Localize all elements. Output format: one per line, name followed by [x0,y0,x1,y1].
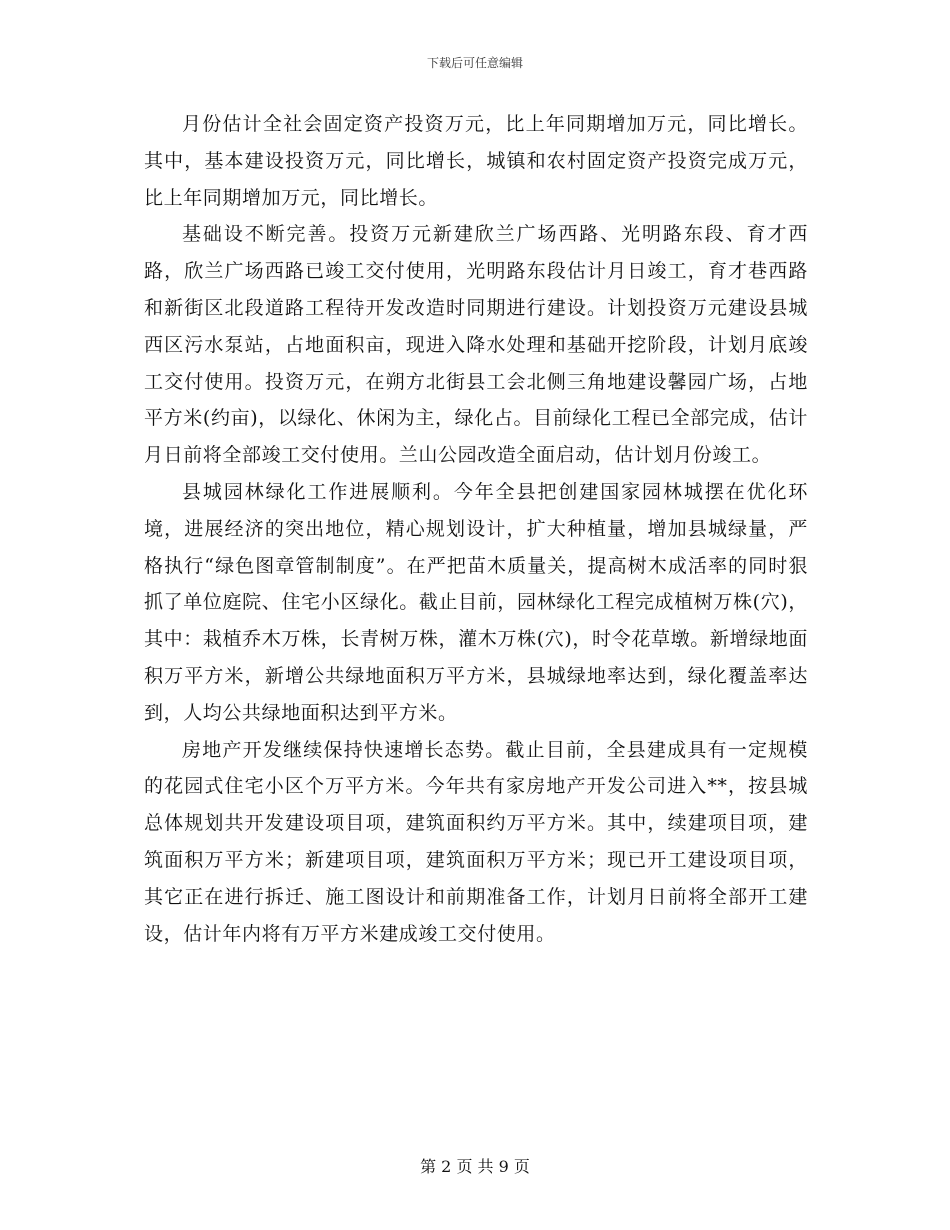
paragraph-greening: 县城园林绿化工作进展顺利。今年全县把创建国家园林城摆在优化环境，进展经济的突出地位，精心规划设计，扩大种植量，增加县城绿量，严格执行“绿色图章管制制度”。在严把苗木质量关，提高树木成活率的同时狠抓了单位庭院、住宅小区绿化。截止目前，园林绿化工程完成植树万株(穴)，其中：栽植乔木万株，长青树万株，灌木万株(穴)，时令花草墩。新增绿地面积万平方米，新增公共绿地面积万平方米，县城绿地率达到，绿化覆盖率达到，人均公共绿地面积达到平方米。 [144,480,808,724]
document-body [144,106,808,952]
page-header: 下载后可任意编辑 [426,56,523,70]
paragraph-real-estate: 房地产开发继续保持快速增长态势。截止目前，全县建成具有一定规模的花园式住宅小区个万平方米。今年共有家房地产开发公司进入**，按县城总体规划共开发建设项目项，建筑面积约万平方米。其中，续建项目项，建筑面积万平方米；新建项目项，建筑面积万平方米；现已开工建设项目项，其它正在进行拆迁、施工图设计和前期准备工作，计划月日前将全部开工建设，估计年内将有万平方米建成竣工交付使用。 [144,738,808,945]
paragraph-investment: 月份估计全社会固定资产投资万元，比上年同期增加万元，同比增长。其中，基本建设投资万元，同比增长，城镇和农村固定资产投资完成万元，比上年同期增加万元，同比增长。 [144,113,808,209]
paragraph-infrastructure: 基础设不断完善。投资万元新建欣兰广场西路、光明路东段、育才西路，欣兰广场西路已竣工交付使用，光明路东段估计月日竣工，育才巷西路和新街区北段道路工程待开发改造时同期进行建设。计划投资万元建设县城西区污水泵站，占地面积亩，现进入降水处理和基础开挖阶段，计划月底竣工交付使用。投资万元，在朔方北街县工会北侧三角地建设馨园广场，占地平方米(约亩)，以绿化、休闲为主，绿化占。目前绿化工程已全部完成，估计月日前将全部竣工交付使用。兰山公园改造全面启动，估计划月份竣工。 [144,223,808,467]
page-number-footer: 第 2 页 共 9 页 [420,1157,530,1176]
